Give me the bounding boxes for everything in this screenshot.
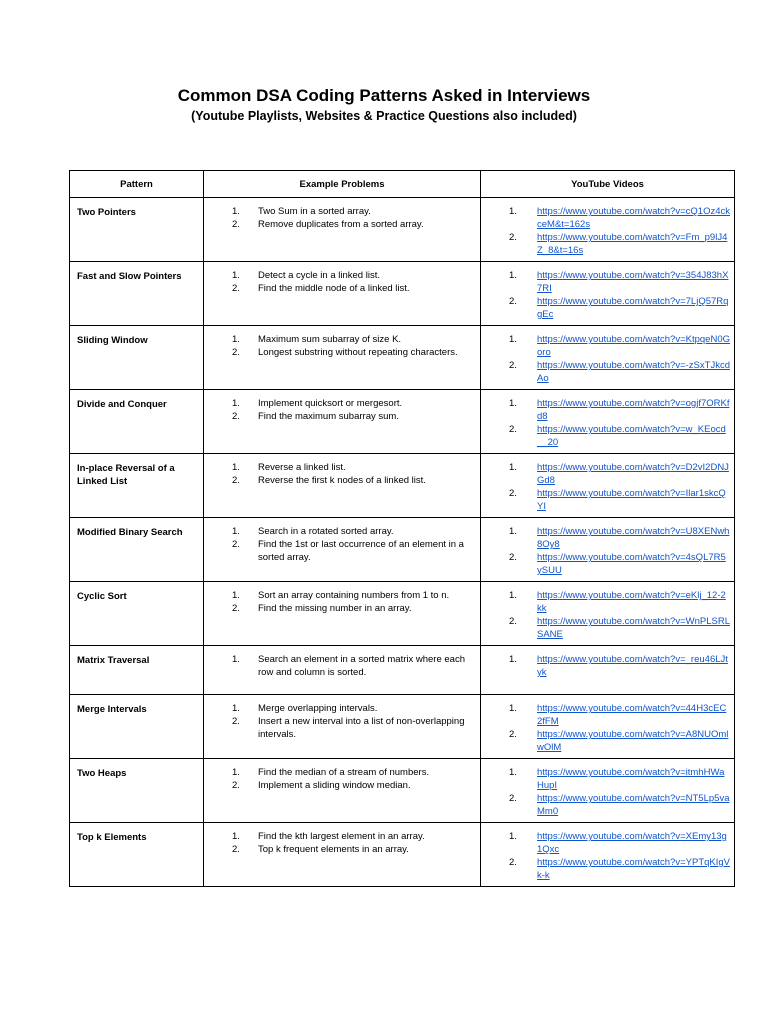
list-number: 2. [509,857,517,868]
youtube-videos-cell [481,646,735,695]
problem-text: Longest substring without repeating characters. [258,347,458,358]
list-number: 2. [509,488,517,499]
list-item [485,728,730,754]
youtube-link[interactable]: https://www.youtube.com/watch?v=KtpqeN0Goro [537,334,731,358]
list-item [485,830,730,856]
problem-text: Remove duplicates from a sorted array. [258,219,424,230]
list-number: 1. [232,206,240,217]
list-number: 2. [509,793,517,804]
list-item [208,653,476,679]
list-number: 1. [509,654,517,665]
list-number: 1. [232,398,240,409]
list-item [208,461,476,474]
list-item [208,205,476,218]
example-problems-cell [204,518,481,582]
list-number: 1. [509,270,517,281]
list-number: 1. [509,398,517,409]
pattern-cell: Cyclic Sort [70,582,204,646]
youtube-videos-cell [481,823,735,887]
table-row [70,695,735,759]
youtube-videos-cell [481,454,735,518]
list-item [485,333,730,359]
problem-text: Merge overlapping intervals. [258,703,378,714]
youtube-videos-cell [481,262,735,326]
pattern-cell: Two Pointers [70,198,204,262]
list-item [208,715,476,741]
list-item [485,792,730,818]
youtube-link[interactable]: https://www.youtube.com/watch?v=itmhHWaHupI [537,767,725,791]
problem-text: Find the 1st or last occurrence of an element in a sorted array. [258,539,464,563]
list-item [208,589,476,602]
list-item [485,359,730,385]
list-number: 1. [509,767,517,778]
list-item [485,487,730,513]
list-number: 1. [232,334,240,345]
youtube-link[interactable]: https://www.youtube.com/watch?v=U8XENwh8Oy8 [537,526,730,550]
list-number: 2. [232,411,240,422]
youtube-link[interactable]: https://www.youtube.com/watch?v=NT5Lp5vaMm0 [537,793,730,817]
list-number: 2. [232,219,240,230]
list-item [485,653,730,679]
youtube-link[interactable]: https://www.youtube.com/watch?v=WnPLSRLSANE [537,616,730,640]
list-item [208,830,476,843]
list-item [485,766,730,792]
list-item [208,525,476,538]
list-item [208,269,476,282]
list-item [485,525,730,551]
list-number: 1. [232,526,240,537]
pattern-cell: Modified Binary Search [70,518,204,582]
list-item [208,779,476,792]
problem-text: Reverse a linked list. [258,462,346,473]
problem-text: Find the median of a stream of numbers. [258,767,430,778]
youtube-videos-cell [481,326,735,390]
problem-text: Maximum sum subarray of size K. [258,334,402,345]
list-number: 2. [232,844,240,855]
problem-text: Insert a new interval into a list of non-overlapping intervals. [258,716,465,740]
list-number: 2. [509,360,517,371]
example-problems-cell [204,198,481,262]
list-item [208,702,476,715]
example-problems-cell [204,823,481,887]
list-item [208,282,476,295]
example-problems-cell [204,582,481,646]
list-number: 2. [232,603,240,614]
header-pattern: Pattern [70,171,204,198]
table-row [70,198,735,262]
list-number: 1. [232,654,240,665]
example-problems-cell [204,695,481,759]
youtube-videos-cell [481,582,735,646]
youtube-link[interactable]: https://www.youtube.com/watch?v=7LjQ57RqgEc [537,296,729,320]
list-number: 2. [232,283,240,294]
table-row [70,518,735,582]
list-number: 2. [232,716,240,727]
youtube-link[interactable]: https://www.youtube.com/watch?v=Ilar1skcQYI [537,488,726,512]
list-number: 1. [509,206,517,217]
list-number: 1. [509,831,517,842]
youtube-link[interactable]: https://www.youtube.com/watch?v=w_KEocd__20 [537,424,726,448]
pattern-cell: In-place Reversal of a Linked List [70,454,204,518]
example-problems-cell [204,262,481,326]
list-item [485,423,730,449]
youtube-link[interactable]: https://www.youtube.com/watch?v=cQ1Oz4ckceM&t=162s [537,206,730,230]
list-item [208,410,476,423]
list-item [485,269,730,295]
pattern-cell: Divide and Conquer [70,390,204,454]
list-number: 1. [509,334,517,345]
table-row [70,646,735,695]
list-number: 1. [232,703,240,714]
pattern-cell: Matrix Traversal [70,646,204,695]
youtube-videos-cell [481,390,735,454]
problem-text: Find the missing number in an array. [258,603,412,614]
problem-text: Implement a sliding window median. [258,780,411,791]
list-number: 2. [232,539,240,550]
youtube-link[interactable]: https://www.youtube.com/watch?v=-zSxTJkcdAo [537,360,730,384]
list-item [208,333,476,346]
list-number: 2. [232,347,240,358]
list-item [485,205,730,231]
list-number: 1. [232,831,240,842]
list-number: 1. [509,462,517,473]
youtube-videos-cell [481,759,735,823]
list-item [485,856,730,882]
problem-text: Find the kth largest element in an array. [258,831,425,842]
patterns-table [69,170,735,887]
problem-text: Find the maximum subarray sum. [258,411,399,422]
list-item [485,702,730,728]
youtube-link[interactable]: https://www.youtube.com/watch?v=_reu46LJtyk [537,654,728,678]
list-number: 2. [509,616,517,627]
list-item [208,474,476,487]
table-row [70,759,735,823]
youtube-link[interactable]: https://www.youtube.com/watch?v=Fm_p9lJ4Z_8&t=16s [537,232,728,256]
page-title: Common DSA Coding Patterns Asked in Interviews [177,86,591,105]
youtube-videos-cell [481,518,735,582]
list-number: 1. [232,590,240,601]
list-item [208,397,476,410]
list-item [485,231,730,257]
table-row [70,582,735,646]
pattern-cell: Sliding Window [70,326,204,390]
list-number: 2. [509,424,517,435]
pattern-cell: Two Heaps [70,759,204,823]
list-number: 2. [509,552,517,563]
list-number: 1. [232,767,240,778]
problem-text: Detect a cycle in a linked list. [258,270,380,281]
list-number: 2. [232,780,240,791]
problem-text: Find the middle node of a linked list. [258,283,410,294]
pattern-cell: Fast and Slow Pointers [70,262,204,326]
list-number: 1. [232,270,240,281]
youtube-link[interactable]: https://www.youtube.com/watch?v=4sQL7R5ySUU [537,552,726,576]
list-number: 1. [509,703,517,714]
list-item [208,766,476,779]
table-row [70,823,735,887]
example-problems-cell [204,454,481,518]
list-item [208,602,476,615]
list-item [208,843,476,856]
list-number: 2. [232,475,240,486]
youtube-link[interactable]: https://www.youtube.com/watch?v=44H3cEC2fFM [537,703,727,727]
list-number: 1. [509,526,517,537]
example-problems-cell [204,759,481,823]
youtube-videos-cell [481,198,735,262]
list-number: 2. [509,729,517,740]
example-problems-cell [204,390,481,454]
problem-text: Reverse the first k nodes of a linked list. [258,475,426,486]
youtube-link[interactable]: https://www.youtube.com/watch?v=eKlj_12-2kk [537,590,726,614]
list-item [485,397,730,423]
list-item [485,295,730,321]
youtube-link[interactable]: https://www.youtube.com/watch?v=A8NUOmlwOlM [537,729,729,753]
header-example-problems: Example Problems [204,171,481,198]
pattern-cell: Top k Elements [70,823,204,887]
problem-text: Two Sum in a sorted array. [258,206,371,217]
table-row [70,390,735,454]
list-item [208,538,476,564]
problem-text: Sort an array containing numbers from 1 to n. [258,590,450,601]
example-problems-cell [204,326,481,390]
list-item [485,461,730,487]
header-youtube-videos: YouTube Videos [481,171,735,198]
table-row [70,454,735,518]
pattern-cell: Merge Intervals [70,695,204,759]
page-subtitle: (Youtube Playlists, Websites & Practice Questions also included) [191,109,577,123]
list-item [485,551,730,577]
list-number: 1. [509,590,517,601]
youtube-link[interactable]: https://www.youtube.com/watch?v=D2vI2DNJGd8 [537,462,729,486]
problem-text: Top k frequent elements in an array. [258,844,409,855]
list-item [208,218,476,231]
problem-text: Search in a rotated sorted array. [258,526,394,537]
list-number: 2. [509,296,517,307]
youtube-videos-cell [481,695,735,759]
list-number: 1. [232,462,240,473]
list-item [208,346,476,359]
problem-text: Search an element in a sorted matrix where each row and column is sorted. [258,654,465,678]
list-number: 2. [509,232,517,243]
list-item [485,589,730,615]
table-row [70,262,735,326]
youtube-link[interactable]: https://www.youtube.com/watch?v=XEmy13g1Qxc [537,831,727,855]
problem-text: Implement quicksort or mergesort. [258,398,403,409]
youtube-link[interactable]: https://www.youtube.com/watch?v=YPTqKIgVk-k [537,857,730,881]
youtube-link[interactable]: https://www.youtube.com/watch?v=354J83hX7RI [537,270,729,294]
example-problems-cell [204,646,481,695]
youtube-link[interactable]: https://www.youtube.com/watch?v=ogjf7ORKfd8 [537,398,730,422]
list-item [485,615,730,641]
table-row [70,326,735,390]
